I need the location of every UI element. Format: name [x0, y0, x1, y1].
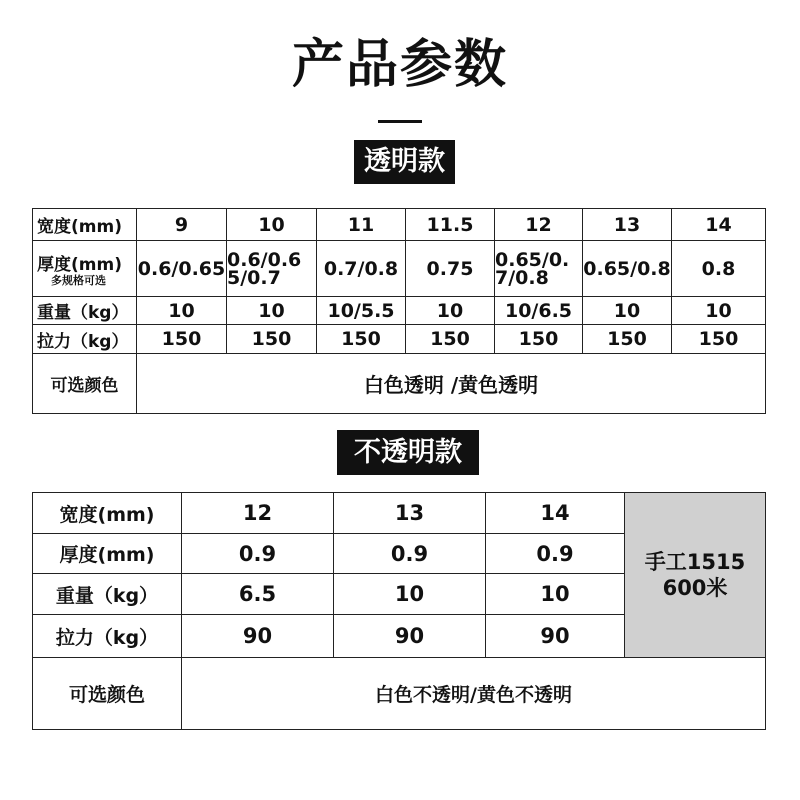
opaque-section-label: 不透明款: [337, 430, 479, 475]
tension-cell: 150: [406, 325, 495, 354]
width-cell: 12: [182, 493, 334, 534]
page-title: 产品参数: [291, 35, 508, 95]
thickness-row: [33, 241, 766, 297]
width-cell: 11: [317, 209, 406, 241]
weight-row: [33, 297, 766, 325]
weight-cell: 10: [583, 297, 672, 325]
color-row: [33, 354, 766, 414]
width-row: [33, 209, 766, 241]
tension-cell: 150: [495, 325, 583, 354]
thickness-cell: 0.9: [486, 534, 625, 574]
tension-cell: 90: [486, 615, 625, 658]
weight-cell: 6.5: [182, 574, 334, 615]
thickness-cell: 0.7/0.8: [317, 241, 406, 297]
color-options: 白色透明 /黄色透明: [137, 354, 766, 414]
thickness-cell: 0.9: [334, 534, 486, 574]
color-header: 可选颜色: [33, 354, 137, 414]
title-divider: [378, 120, 422, 123]
thickness-note: 多规格可选: [51, 274, 106, 287]
width-header: 宽度(mm): [33, 209, 137, 241]
transparent-spec-table: [32, 208, 766, 414]
tension-row: [33, 325, 766, 354]
width-cell: 11.5: [406, 209, 495, 241]
weight-cell: 10: [672, 297, 766, 325]
weight-cell: 10: [137, 297, 227, 325]
thickness-cell: 0.6/0.65/0.7: [227, 241, 317, 297]
thickness-header: 厚度(mm): [37, 255, 122, 275]
thickness-cell: 0.65/0.7/0.8: [495, 241, 583, 297]
spec-side-line1: 手工1515: [644, 550, 746, 574]
tension-cell: 90: [182, 615, 334, 658]
weight-cell: 10: [334, 574, 486, 615]
width-row: [33, 493, 766, 534]
width-cell: 14: [486, 493, 625, 534]
weight-header: 重量（kg）: [33, 574, 182, 615]
transparent-section-label: 透明款: [354, 140, 455, 184]
width-cell: 12: [495, 209, 583, 241]
tension-cell: 150: [672, 325, 766, 354]
weight-cell: 10: [486, 574, 625, 615]
weight-cell: 10: [406, 297, 495, 325]
tension-cell: 90: [334, 615, 486, 658]
thickness-header-cell: [33, 241, 137, 297]
tension-cell: 150: [583, 325, 672, 354]
tension-cell: 150: [317, 325, 406, 354]
thickness-header: 厚度(mm): [33, 534, 182, 574]
weight-cell: 10/6.5: [495, 297, 583, 325]
thickness-cell: 0.75: [406, 241, 495, 297]
width-cell: 10: [227, 209, 317, 241]
tension-header: 拉力（kg）: [33, 325, 137, 354]
tension-cell: 150: [227, 325, 317, 354]
thickness-cell: 0.65/0.8: [583, 241, 672, 297]
width-header: 宽度(mm): [33, 493, 182, 534]
weight-cell: 10: [227, 297, 317, 325]
width-cell: 13: [334, 493, 486, 534]
tension-header: 拉力（kg）: [33, 615, 182, 658]
weight-header: 重量（kg）: [33, 297, 137, 325]
weight-cell: 10/5.5: [317, 297, 406, 325]
color-header: 可选颜色: [33, 658, 182, 730]
tension-cell: 150: [137, 325, 227, 354]
color-options: 白色不透明/黄色不透明: [182, 658, 766, 730]
thickness-cell: 0.8: [672, 241, 766, 297]
spec-side-line2: 600米: [662, 576, 728, 600]
color-row: [33, 658, 766, 730]
opaque-spec-table: [32, 492, 766, 730]
width-cell: 9: [137, 209, 227, 241]
width-cell: 13: [583, 209, 672, 241]
spec-side-cell: [625, 493, 766, 658]
thickness-cell: 0.6/0.65: [137, 241, 227, 297]
width-cell: 14: [672, 209, 766, 241]
thickness-cell: 0.9: [182, 534, 334, 574]
